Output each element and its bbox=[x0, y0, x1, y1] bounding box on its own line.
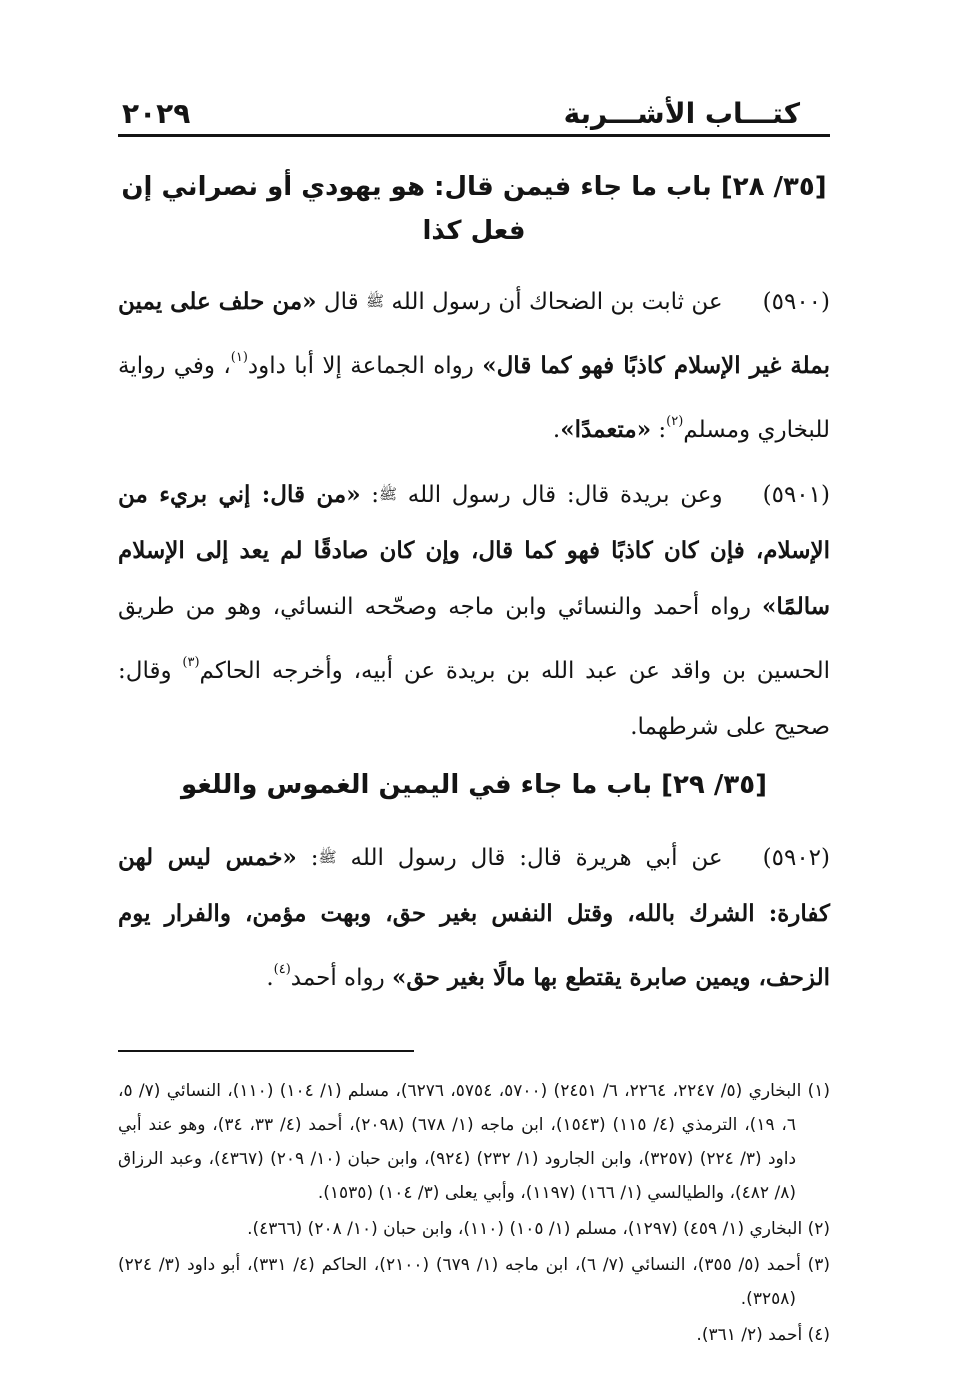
hadith-intro: عن ثابت بن الضحاك أن رسول الله bbox=[391, 289, 723, 315]
footnote-separator bbox=[118, 1050, 414, 1052]
footnote-ref-3[interactable]: (٣) bbox=[182, 655, 200, 670]
hadith-intro: عن أبي هريرة قال: قال رسول الله bbox=[350, 845, 723, 871]
hadith-colon: : bbox=[371, 482, 379, 508]
footnote-2: (٢) البخاري (١/ ٤٥٩) (١٢٩٧)، مسلم (١/ ١٠٥) (١١٠)، وابن حبان (١٠/ ٢٠٨) (٤٣٦٦). bbox=[247, 1219, 830, 1239]
riwaya-word: «متعمدًا» bbox=[560, 416, 652, 443]
hadith-5902 bbox=[118, 829, 830, 1006]
hadith-tail: وقال: صحيح على شرطهما. bbox=[118, 658, 830, 740]
footnote-4: (٤) أحمد (٢/ ٣٦١). bbox=[696, 1325, 830, 1345]
footnote-3: (٣) أحمد (٥/ ٣٥٥)، النسائي (٧/ ٦)، ابن ماجه (١/ ٦٧٩) (٢١٠٠)، الحاكم (٤/ ٣٣١)، أبو داود (٣/ ٢٢٤) (٣٢٥٨). bbox=[118, 1255, 831, 1309]
hadith-matn: «من قال: إني بريء من الإسلام، فإن كان كاذبًا فهو كما قال، وإن كان صادقًا لم يعد إلى الإسلام سالمًا» bbox=[118, 481, 830, 620]
hadith-intro: وعن بريدة قال: قال رسول الله bbox=[407, 482, 723, 508]
hadith-end: . bbox=[552, 417, 561, 443]
chapter-title-29: [٣٥/ ٢٩] باب ما جاء في اليمين الغموس واللغو bbox=[181, 770, 767, 800]
page-number: ٢٠٢٩ bbox=[122, 97, 191, 130]
hadith-number: (٥٩٠٢) bbox=[762, 845, 831, 871]
page-header bbox=[118, 92, 830, 130]
hadith-source: رواه الجماعة إلا أبا داود bbox=[247, 353, 474, 379]
hadith-matn: «من حلف على يمين بملة غير الإسلام كاذبًا فهو كما قال» bbox=[118, 288, 830, 379]
hadith-5900 bbox=[118, 273, 830, 458]
honorific-glyph: ﷺ bbox=[379, 485, 398, 503]
footnote-ref-4[interactable]: (٤) bbox=[273, 962, 291, 977]
book-page bbox=[118, 92, 830, 1354]
hadith-5901 bbox=[118, 466, 830, 755]
honorific-glyph: ﷺ bbox=[318, 848, 337, 866]
footnote-1: (١) البخاري (٥/ ٢٢٤٧، ٢٢٦٤، ٦/ ٢٤٥١) (٥٧٠٠، ٥٧٥٤، ٦٢٧٦)، مسلم (١/ ١٠٤) (١١٠)، النسائي (٧/ ٥، ٦، ١٩)، الترمذي (٤/ ١١٥) (١٥٤٣)، ابن ماجه (١/ ٦٧٨) (٢٠٩٨)، أحمد (٤/ ٣٣، ٣٤)، وهو عند أبي داود (٣/ ٢٢٤) (٣٢٥٧)، وابن الجارود (١/ ٢٣٢) (٩٢٤)، وابن حبان (١٠/ ٢٠٩) (٤٣٦٧)، وعبد الرزاق (٨/ ٤٨٢)، والطيالسي (١/ ١٦٦) (١١٩٧)، وأبي يعلى (٣/ ١٠٤) (١٥٣٥). bbox=[118, 1081, 830, 1203]
riwaya-colon: : bbox=[658, 417, 667, 443]
riwaya-text: ، وفي رواية للبخاري ومسلم bbox=[118, 353, 830, 443]
hadith-number: (٥٩٠٠) bbox=[762, 289, 831, 315]
hadith-source: رواه أحمد والنسائي وابن ماجه وصحّحه النسائي، وهو من طريق الحسين بن واقد عن عبد الله بن بريدة عن أبيه، وأخرجه الحاكم bbox=[118, 594, 830, 684]
footnote-ref-1[interactable]: (١) bbox=[230, 350, 248, 365]
hadith-end: . bbox=[266, 965, 274, 991]
footnote-ref-2[interactable]: (٢) bbox=[666, 414, 684, 429]
hadith-source: رواه أحمد bbox=[290, 965, 385, 991]
hadith-number: (٥٩٠١) bbox=[762, 482, 830, 508]
hadith-colon: : bbox=[310, 845, 319, 871]
book-title: كتـــاب الأشـــربة bbox=[563, 97, 800, 130]
footnotes bbox=[118, 1074, 830, 1352]
hadith-matn: «خمس ليس لهن كفارة: الشرك بالله، وقتل النفس بغير حق، وبهت مؤمن، والفرار يوم الزحف، ويمين صابرة يقتطع بها مالًا بغير حق» bbox=[118, 844, 830, 991]
honorific-glyph: ﷺ bbox=[365, 292, 385, 310]
chapter-title-28: [٣٥/ ٢٨] باب ما جاء فيمن قال: هو يهودي أو نصراني إن فعل كذا bbox=[121, 172, 827, 246]
qal-text: قال bbox=[323, 289, 359, 315]
header-rule bbox=[118, 134, 830, 137]
